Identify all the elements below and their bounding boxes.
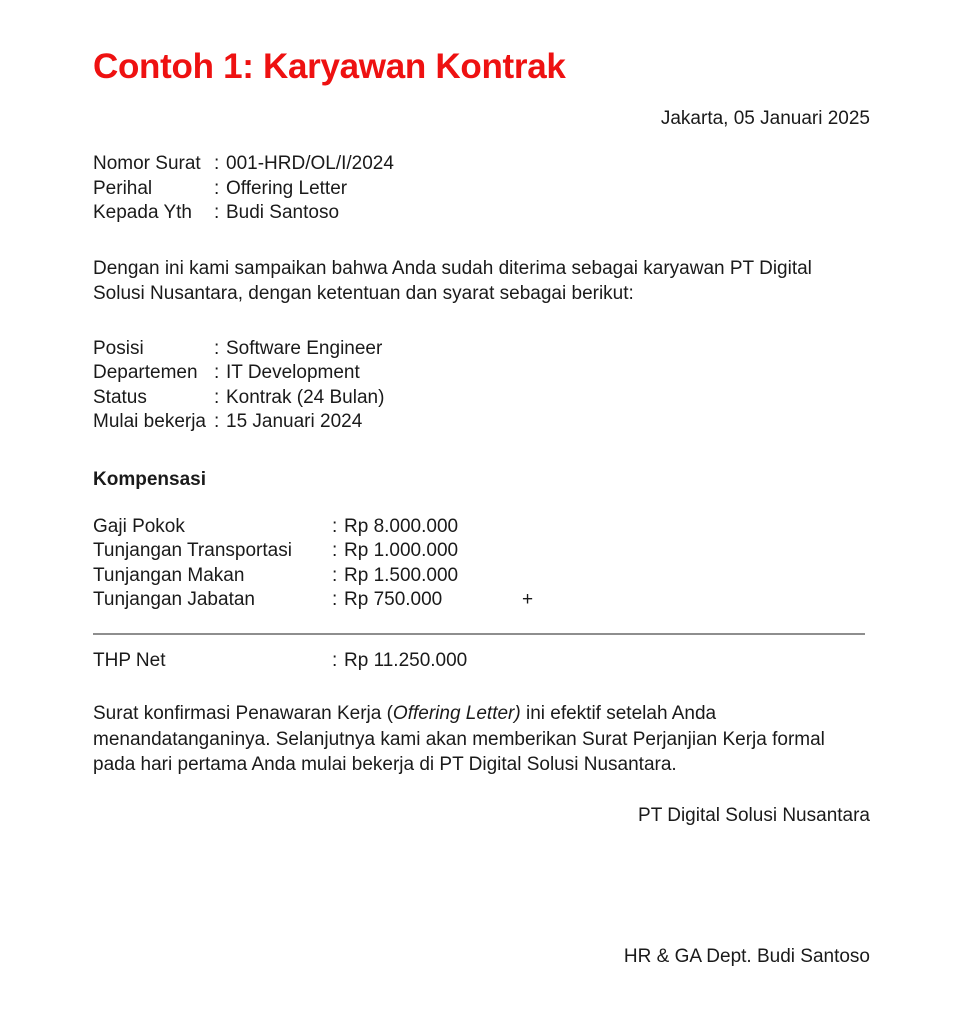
field-value: Kontrak (24 Bulan) — [226, 386, 385, 408]
field-separator: : — [214, 411, 220, 433]
closing-text-part2: ini efektif setelah Anda menandatanganinya. Selanjutnya kami akan memberikan Surat Perjanjian Kerja formal pada hari pertama Anda mulai bekerja di PT Digital Solusi Nusantara. — [93, 703, 825, 776]
closing-text-part1: Surat konfirmasi Penawaran Kerja ( — [93, 703, 393, 725]
total-row — [93, 649, 870, 674]
field-row-nomor-surat — [93, 152, 870, 177]
compensation-label: Tunjangan Makan — [93, 564, 245, 586]
closing-paragraph — [93, 701, 870, 778]
compensation-row — [93, 515, 870, 540]
intro-paragraph: Dengan ini kami sampaikan bahwa Anda sudah diterima sebagai karyawan PT Digital Solusi Nusantara, dengan ketentuan dan syarat sebagai berikut: — [93, 257, 812, 305]
field-label: Departemen — [93, 362, 198, 384]
compensation-row — [93, 564, 870, 589]
compensation-separator: : — [332, 515, 338, 537]
place-and-date: Jakarta, 05 Januari 2025 — [660, 108, 870, 130]
compensation-operator: + — [522, 589, 534, 611]
compensation-label: Tunjangan Transportasi — [93, 540, 292, 562]
field-row-departemen — [93, 361, 870, 386]
compensation-amount: Rp 8.000.000 — [344, 515, 459, 537]
field-separator: : — [214, 177, 220, 199]
compensation-separator: : — [332, 540, 338, 562]
compensation-amount: Rp 1.500.000 — [344, 564, 459, 586]
field-value: Budi Santoso — [226, 202, 340, 224]
field-separator: : — [214, 153, 220, 175]
field-value: 15 Januari 2024 — [226, 411, 363, 433]
compensation-row — [93, 539, 870, 564]
total-label: THP Net — [93, 649, 166, 671]
total-divider — [93, 633, 865, 635]
total-separator: : — [332, 649, 338, 671]
field-separator: : — [214, 362, 220, 384]
field-separator: : — [214, 386, 220, 408]
field-label: Posisi — [93, 337, 144, 359]
compensation-label: Tunjangan Jabatan — [93, 589, 255, 611]
compensation-separator: : — [332, 589, 338, 611]
compensation-row — [93, 588, 870, 613]
field-value: IT Development — [226, 362, 360, 384]
field-row-mulai-bekerja — [93, 410, 870, 435]
field-value: 001-HRD/OL/I/2024 — [226, 153, 394, 175]
field-row-status — [93, 386, 870, 411]
total-amount: Rp 11.250.000 — [344, 649, 468, 671]
signature-signer: HR & GA Dept. Budi Santoso — [623, 945, 870, 967]
field-value: Software Engineer — [226, 337, 383, 359]
closing-text-italic: Offering Letter) — [392, 703, 521, 725]
field-separator: : — [214, 337, 220, 359]
field-separator: : — [214, 202, 220, 224]
field-row-posisi — [93, 337, 870, 362]
field-label: Perihal — [93, 177, 153, 199]
total-row-wrapper — [93, 649, 870, 674]
field-label: Nomor Surat — [93, 153, 201, 175]
field-label: Mulai bekerja — [93, 411, 206, 433]
compensation-label: Gaji Pokok — [93, 515, 185, 537]
compensation-table — [93, 515, 870, 613]
field-label: Status — [93, 386, 147, 408]
compensation-heading: Kompensasi — [93, 468, 206, 490]
letter-header-fields — [93, 152, 870, 226]
job-detail-fields — [93, 337, 870, 435]
field-label: Kepada Yth — [93, 202, 192, 224]
compensation-amount: Rp 1.000.000 — [344, 540, 459, 562]
page-title: Contoh 1: Karyawan Kontrak — [93, 47, 566, 86]
compensation-amount: Rp 750.000 — [344, 589, 443, 611]
field-row-kepada-yth — [93, 201, 870, 226]
field-value: Offering Letter — [226, 177, 348, 199]
compensation-separator: : — [332, 564, 338, 586]
signature-company: PT Digital Solusi Nusantara — [638, 804, 870, 826]
field-row-perihal — [93, 177, 870, 202]
